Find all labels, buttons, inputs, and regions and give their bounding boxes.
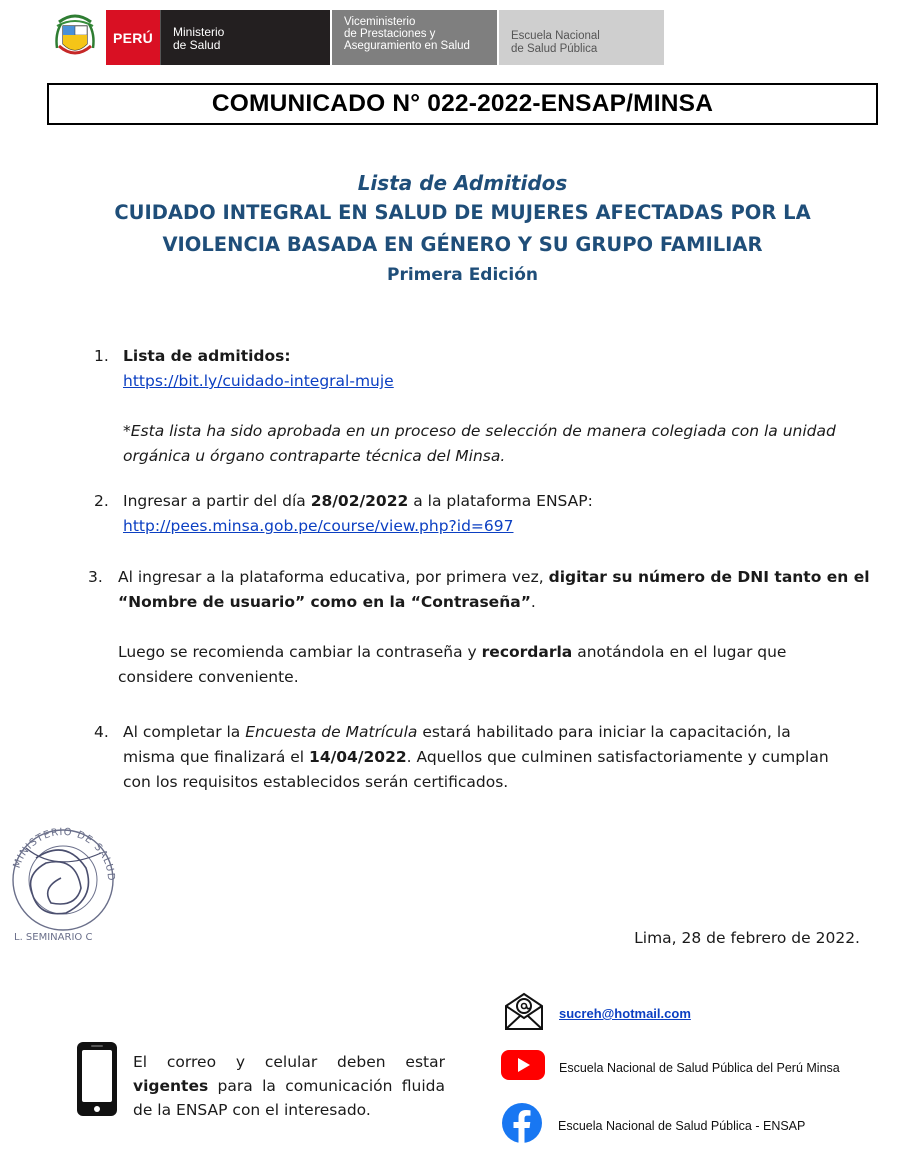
vice-line-2: de Prestaciones y [344, 28, 436, 40]
end-date: 14/04/2022 [309, 748, 407, 766]
ministry-line-1: Ministerio [173, 25, 225, 39]
item-number: 4. [94, 723, 109, 741]
svg-text:MINISTERIO DE SALUD [12, 827, 116, 882]
header-logos [52, 10, 664, 65]
ministry-line-2: de Salud [173, 38, 221, 52]
viceministry-label [332, 10, 497, 65]
ministry-label [160, 10, 330, 65]
approval-note-line-1: *Esta lista ha sido aprobada en un proceso de selección de manera colegiada con la unidad [123, 422, 836, 440]
admitted-list-link[interactable]: https://bit.ly/cuidado-integral-muje [123, 372, 394, 390]
password-advice-line-2: considere conveniente. [118, 668, 299, 686]
survey-text-line-1: Al completar la Encuesta de Matrícula estará habilitado para iniciar la capacitación, la [123, 723, 791, 741]
item-number: 2. [94, 492, 109, 510]
youtube-channel-label[interactable]: Escuela Nacional de Salud Pública del Perú Minsa [559, 1060, 840, 1075]
admitted-list-label: Lista de admitidos: [123, 347, 291, 365]
stamp-ring-text: MINISTERIO DE SALUD [11, 826, 116, 882]
item-number: 1. [94, 347, 109, 365]
platform-link[interactable]: http://pees.minsa.gob.pe/course/view.php?id=697 [123, 517, 514, 535]
smartphone-icon [75, 1040, 119, 1118]
list-subtitle: Lista de Admitidos [357, 171, 568, 195]
school-line-1: Escuela Nacional [511, 30, 600, 42]
school-label [499, 10, 664, 65]
peru-label: PERÚ [106, 10, 160, 65]
survey-text-line-3: con los requisitos establecidos serán certificados. [123, 773, 509, 791]
place-date: Lima, 28 de febrero de 2022. [634, 929, 860, 947]
stamp-bottom-text: L. SEMINARIO C [14, 932, 93, 943]
communique-title-box [47, 83, 878, 125]
password-advice-line-1: Luego se recomienda cambiar la contraseña y recordarla anotándola en el lugar que [118, 643, 787, 661]
envelope-at-icon [503, 990, 545, 1037]
course-title-line-2: VIOLENCIA BASADA EN GÉNERO Y SU GRUPO FAMILIAR [162, 233, 763, 256]
email-contact [503, 990, 691, 1037]
facebook-icon[interactable] [501, 1102, 543, 1149]
coat-of-arms-icon [52, 10, 98, 62]
facebook-page-label[interactable]: Escuela Nacional de Salud Pública - ENSAP [558, 1118, 806, 1133]
contact-notice: El correo y celular deben estar vigentes para la comunicación fluida de la ENSAP con el interesado. [133, 1053, 445, 1119]
login-instructions-line-1: Al ingresar a la plataforma educativa, por primera vez, digitar su número de DNI tanto en el [118, 568, 870, 586]
official-stamp [6, 818, 116, 950]
communique-title: COMUNICADO N° 022-2022-ENSAP/MINSA [211, 90, 714, 117]
youtube-icon[interactable] [500, 1049, 546, 1086]
course-title-line-1: CUIDADO INTEGRAL EN SALUD DE MUJERES AFECTADAS POR LA [114, 201, 811, 224]
vice-line-3: Aseguramiento en Salud [344, 40, 470, 52]
survey-text-line-2: misma que finalizará el 14/04/2022. Aquellos que culminen satisfactoriamente y cumplan [123, 748, 829, 766]
school-line-2: de Salud Pública [511, 43, 598, 55]
platform-access-text: Ingresar a partir del día 28/02/2022 a la plataforma ENSAP: [123, 492, 593, 510]
edition-label: Primera Edición [387, 265, 538, 285]
facebook-contact [501, 1102, 805, 1149]
subtitle-block [0, 170, 900, 288]
vice-line-1: Viceministerio [344, 16, 416, 28]
approval-note-line-2: orgánica u órgano contraparte técnica del Minsa. [123, 447, 506, 465]
start-date: 28/02/2022 [310, 492, 409, 510]
login-instructions-line-2: “Nombre de usuario” como en la “Contraseña”. [118, 593, 536, 611]
youtube-contact [500, 1049, 840, 1086]
item-number: 3. [88, 568, 103, 586]
email-link[interactable]: sucreh@hotmail.com [559, 1006, 691, 1021]
